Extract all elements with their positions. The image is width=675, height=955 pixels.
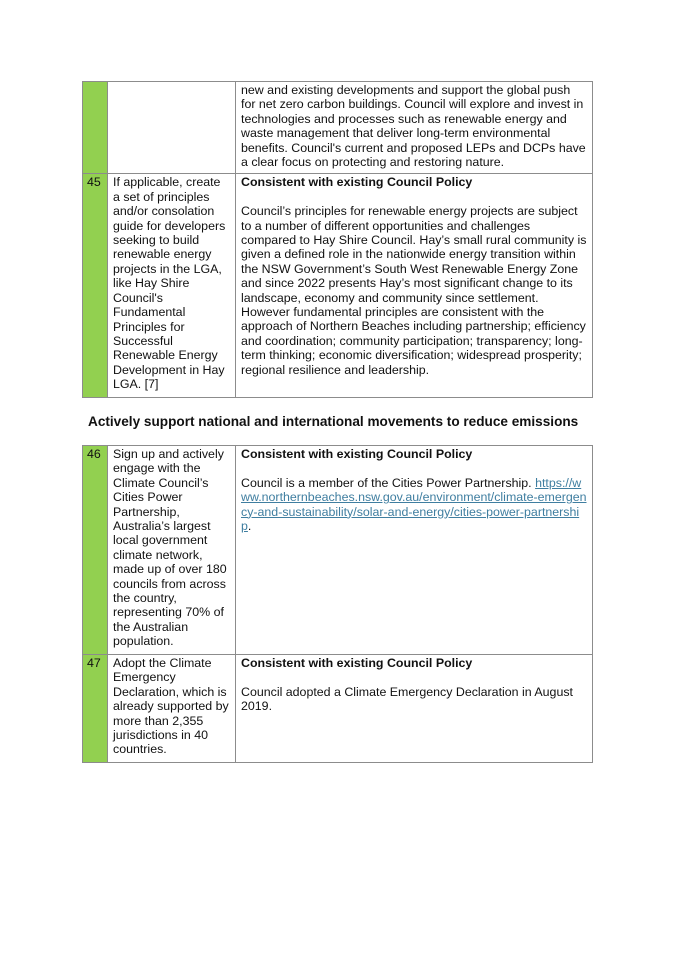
response-cell <box>236 655 593 763</box>
response-body: Council adopted a Climate Emergency Declaration in August 2019. <box>241 684 573 714</box>
recommendation-cell: Adopt the Climate Emergency Declaration, which is already supported by more than 2,355 jurisdictions in 40 countries. <box>108 655 236 763</box>
response-body: new and existing developments and support the global push for net zero carbon buildings. Council will explore and invest in technologies and processes such as renewable energy and waste management that deliver long-term environmental benefits. Council's current and proposed LEPs and DCPs have a clear focus on protecting and restoring nature. <box>241 83 586 170</box>
table-row <box>83 446 593 655</box>
table-row <box>83 82 593 174</box>
recommendations-table <box>82 445 593 763</box>
section-heading: Actively support national and international movements to reduce emissions <box>88 414 579 429</box>
row-number-cell: 46 <box>83 446 108 655</box>
response-cell <box>236 174 593 398</box>
response-status: Consistent with existing Council Policy <box>241 175 473 190</box>
row-number-cell: 47 <box>83 655 108 763</box>
recommendations-table-continued <box>82 81 593 398</box>
response-cell <box>236 82 593 174</box>
cities-power-partnership-link[interactable]: https://www.northernbeaches.nsw.gov.au/environment/climate-emergency-and-sustainability/solar-and-energy/cities-power-partnership <box>241 475 587 534</box>
recommendation-cell <box>108 82 236 174</box>
recommendation-cell: Sign up and actively engage with the Climate Council’s Cities Power Partnership, Australia’s largest local government climate network, made up of over 180 councils from across the country, representing 70% of the Australian population. <box>108 446 236 655</box>
recommendation-cell: If applicable, create a set of principles and/or consolation guide for developers seeking to build renewable energy projects in the LGA, like Hay Shire Council's Fundamental Principles for Successful Renewable Energy Development in Hay LGA. [7] <box>108 174 236 398</box>
link-suffix: . <box>247 519 252 534</box>
table-row <box>83 655 593 763</box>
response-status: Consistent with existing Council Policy <box>241 656 473 670</box>
response-body: Council is a member of the Cities Power Partnership. <box>241 475 532 490</box>
table-row <box>83 174 593 398</box>
response-cell <box>236 446 593 655</box>
response-body: Council’s principles for renewable energy projects are subject to a number of different opportunities and challenges compared to Hay Shire Council. Hay’s small rural community is given a defined role in the nationwide energy transition within the NSW Government’s South West Renewable Energy Zone and since 2022 presents Hay’s most significant change to its landscape, economy and community since settlement. However fundamental principles are consistent with the approach of Northern Beaches including partnership; efficiency and coordination; community participation; transparency; long-term thinking; economic diversification; widespread prosperity; regional resilience and leadership. <box>241 204 587 377</box>
row-number-cell <box>83 82 108 174</box>
response-status: Consistent with existing Council Policy <box>241 447 473 461</box>
row-number-cell: 45 <box>83 174 108 398</box>
